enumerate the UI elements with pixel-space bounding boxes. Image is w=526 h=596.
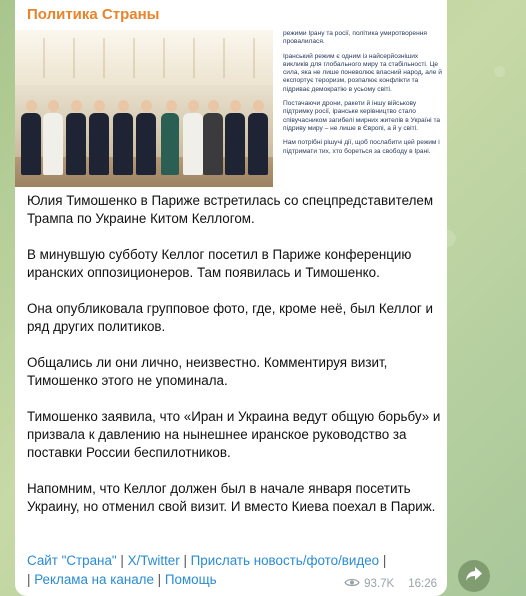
message-bubble xyxy=(15,0,447,596)
post-time: 16:26 xyxy=(408,578,437,590)
post-media[interactable] xyxy=(15,30,447,187)
post-paragraph: В минувшую субботу Келлог посетил в Париже конференцию иранских оппозиционеров. Там появилась и Тимошенко. xyxy=(27,247,412,280)
share-arrow-icon xyxy=(465,566,483,587)
link-separator: | xyxy=(382,553,387,568)
link-submit-news[interactable]: Прислать новость/фото/видео xyxy=(190,553,380,568)
photo-person xyxy=(225,100,245,175)
caption-paragraph: Іранський режим є одним із найсерйозніших викликів для глобального миру та стабільності. Це сила, яка не лише поневолює власний народ, але й експортує тероризм, розпалює конфлікти та підриває демократію в усьому світі. xyxy=(283,52,442,93)
group-photo[interactable] xyxy=(15,30,273,187)
caption-paragraph: Нам потрібні рішучі дії, щоб послабити цей режим і підтримати тих, хто бореться за свободу в Ірані. xyxy=(283,139,440,155)
eye-icon xyxy=(344,577,360,591)
photo-person xyxy=(136,100,156,175)
link-twitter[interactable]: X/Twitter xyxy=(127,553,180,568)
photo-person xyxy=(89,100,109,175)
photo-wall-panels xyxy=(15,38,273,78)
post-text xyxy=(27,192,441,534)
post-paragraph: Напомним, что Келлог должен был в начале января посетить Украину, но отменил свой визит. И вместо Киева поехал в Париж. xyxy=(27,481,436,514)
photo-person xyxy=(43,100,63,175)
link-separator: | xyxy=(157,571,162,587)
post-paragraph: Она опубликовала групповое фото, где, кроме неё, был Келлог и ряд других политиков. xyxy=(27,301,433,334)
share-button[interactable] xyxy=(458,560,490,592)
post-paragraph: Юлия Тимошенко в Париже встретилась со спецпредставителем Трампа по Украине Китом Келлогом. xyxy=(27,193,434,226)
post-paragraph: Общались ли они лично, неизвестно. Комментируя визит, Тимошенко этого не упоминала. xyxy=(27,355,388,388)
photo-caption-text xyxy=(273,30,447,187)
message-meta xyxy=(344,577,437,591)
post-paragraph: Тимошенко заявила, что «Иран и Украина ведут общую борьбу» и призвала к давлению на нынешнее иранское руководство за поставки России беспилотников. xyxy=(27,409,441,460)
caption-paragraph: режими Ірану та росії, політика умиротворення провалилася. xyxy=(283,30,427,46)
photo-person xyxy=(161,100,181,175)
photo-person xyxy=(21,100,41,175)
photo-person xyxy=(248,100,268,175)
link-separator: | xyxy=(27,571,31,587)
channel-name[interactable]: Политика Страны xyxy=(27,6,160,23)
link-separator: | xyxy=(120,553,124,568)
photo-person xyxy=(183,100,203,175)
link-separator: | xyxy=(183,553,187,568)
link-help[interactable]: Помощь xyxy=(164,571,217,587)
photo-person xyxy=(113,100,133,175)
link-ads[interactable]: Реклама на канале xyxy=(34,571,154,587)
photo-person xyxy=(203,100,223,175)
caption-paragraph: Постачаючи дрони, ракети й іншу військову підтримку росії, іранське керівництво стало співучасником загибелі мирних жителів в Україні та підриву миру – не лише в Європі, а й у світі. xyxy=(283,100,441,132)
photo-person xyxy=(66,100,86,175)
link-site[interactable]: Сайт "Страна" xyxy=(27,553,117,568)
view-count: 93.7K xyxy=(364,578,395,590)
